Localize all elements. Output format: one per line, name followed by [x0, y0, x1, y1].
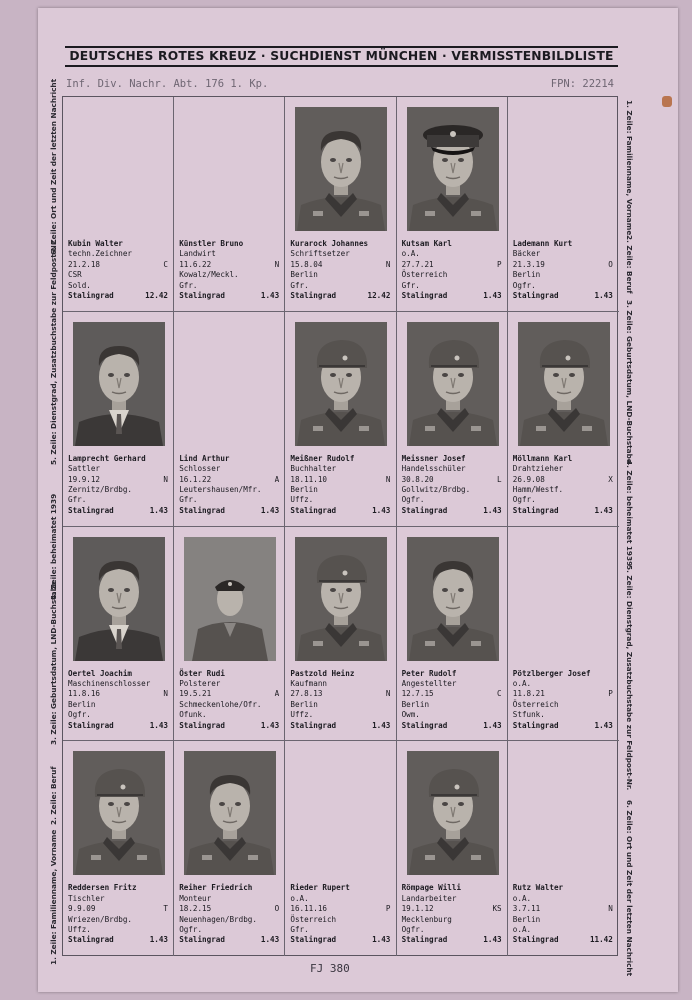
right-legend-line: 6. Zeile: Ort und Zeit der letzten Nachricht [625, 800, 634, 977]
portrait-photo [407, 322, 499, 446]
left-legend-line: 3. Zeile: Geburtsdatum, LND-Buchstabe [49, 581, 58, 745]
person-rank: Gfr. [290, 924, 309, 934]
person-hometown: CSR [68, 270, 82, 280]
last-news-date: 1.43 [594, 505, 613, 515]
portrait-photo [73, 751, 165, 875]
last-news-date: 1.43 [483, 505, 502, 515]
person-occupation: techn.Zeichner [68, 249, 133, 259]
person-birthdate: 19.1.12 [401, 904, 434, 914]
left-legend-line: 4. Zeile: beheimatet 1939 [49, 493, 58, 600]
right-legend-line: 2. Zeile: Beruf [625, 235, 634, 294]
person-occupation: o.A. [401, 249, 420, 259]
person-birthdate: 19.9.12 [68, 474, 101, 484]
person-info [402, 239, 502, 301]
person-rank: Ogfr. [512, 280, 536, 290]
person-occupation: Tischler [68, 893, 105, 903]
person-name: Lind Arthur [179, 453, 230, 463]
last-news-date: 1.43 [149, 505, 168, 515]
person-rank: Sold. [68, 280, 91, 290]
person-rank: Stfunk. [512, 710, 545, 720]
person-name: Pötzlberger Josef [512, 668, 591, 678]
last-news-date: 1.43 [372, 720, 391, 730]
person-hometown: Wriezen/Brdbg. [68, 914, 133, 924]
portrait-photo [518, 322, 610, 446]
person-hometown: Berlin [290, 484, 318, 494]
left-legend-line: 6. Zeile: Ort und Zeit der letzten Nachricht [49, 78, 58, 255]
person-occupation: Handelsschüler [401, 464, 466, 474]
person-birthdate: 11.8.16 [68, 689, 101, 699]
person-card [508, 312, 619, 527]
person-info [68, 669, 168, 731]
person-rank: Gfr. [401, 280, 420, 290]
person-name: Pastzold Heinz [290, 668, 355, 678]
person-info [513, 454, 613, 516]
person-lnd-letter: N [608, 904, 613, 914]
person-occupation: Schlosser [179, 464, 221, 474]
last-news-place: Stalingrad [512, 505, 559, 515]
person-occupation: Angestellter [401, 678, 457, 688]
person-info [513, 669, 613, 731]
person-birthdate: 11.6.22 [179, 259, 212, 269]
person-hometown: Berlin [401, 699, 430, 709]
last-news-place: Stalingrad [512, 290, 559, 300]
portrait-photo [73, 537, 165, 661]
person-birthdate: 19.5.21 [179, 689, 212, 699]
last-news-place: Stalingrad [512, 935, 559, 945]
person-hometown: Berlin [290, 270, 318, 280]
last-news-place: Stalingrad [68, 505, 114, 515]
person-birthdate: 11.8.21 [512, 689, 545, 699]
person-rank: Gfr. [179, 495, 198, 505]
person-birthdate: 15.8.04 [290, 259, 323, 269]
person-name: Reddersen Fritz [68, 883, 137, 893]
person-hometown: Neuenhagen/Brdbg. [179, 914, 257, 924]
person-rank: Ogfr. [401, 924, 425, 934]
portrait-photo [184, 751, 276, 875]
person-name: Reiher Friedrich [179, 883, 253, 893]
person-card [397, 312, 508, 527]
person-occupation: Landarbeiter [401, 893, 457, 903]
last-news-date: 1.43 [260, 720, 280, 730]
last-news-place: Stalingrad [401, 505, 448, 515]
person-info [290, 883, 390, 945]
last-news-date: 11.42 [589, 935, 613, 945]
person-occupation: Sattler [68, 464, 101, 474]
last-news-date: 1.43 [260, 505, 280, 515]
person-hometown: Mecklenburg [401, 914, 452, 924]
person-lnd-letter: A [274, 689, 280, 699]
person-birthdate: 30.8.20 [401, 474, 434, 484]
person-occupation: Bäcker [512, 249, 541, 259]
person-name: Lamprecht Gerhard [68, 453, 146, 463]
person-hometown: Österreich [512, 699, 559, 709]
person-lnd-letter: N [385, 689, 391, 699]
person-lnd-letter: L [497, 474, 502, 484]
left-legend-line: 5. Zeile: Dienstgrad, Zusatzbuchstabe zur Feldpost-Nr. [49, 239, 58, 465]
person-hometown: Zernitz/Brdbg. [68, 484, 133, 494]
last-news-place: Stalingrad [290, 935, 337, 945]
last-news-date: 1.43 [483, 290, 502, 300]
last-news-date: 1.43 [372, 505, 391, 515]
person-rank: Gfr. [179, 280, 198, 290]
person-card [508, 527, 619, 742]
person-hometown: Berlin [512, 914, 541, 924]
person-hometown: Hamm/Westf. [512, 484, 564, 494]
person-card [63, 741, 174, 956]
person-name: Kubin Walter [68, 239, 123, 248]
person-card [285, 527, 396, 742]
last-news-date: 12.42 [367, 290, 391, 300]
portrait-photo [295, 537, 387, 661]
person-birthdate: 9.9.09 [68, 904, 96, 914]
person-occupation: Kaufmann [290, 678, 327, 688]
person-occupation: Polsterer [179, 678, 221, 688]
person-info [179, 883, 279, 945]
person-rank: Ogfr. [179, 924, 203, 934]
person-birthdate: 27.7.21 [401, 259, 434, 269]
rust-stain [662, 96, 672, 107]
person-name: Römpage Willi [401, 883, 462, 893]
last-news-date: 1.43 [149, 935, 168, 945]
person-card [63, 97, 174, 312]
portrait-photo [73, 322, 165, 446]
person-occupation: Maschinenschlosser [68, 678, 151, 688]
person-birthdate: 26.9.08 [512, 474, 545, 484]
person-rank: Ogfr. [401, 495, 425, 505]
person-occupation: o.A. [290, 893, 309, 903]
person-card [397, 97, 508, 312]
last-news-place: Stalingrad [290, 720, 337, 730]
person-name: Kutsam Karl [401, 239, 452, 248]
person-occupation: o.A. [512, 678, 532, 688]
person-info [290, 239, 390, 301]
person-card [285, 97, 396, 312]
last-news-place: Stalingrad [179, 935, 225, 945]
person-info [179, 454, 279, 516]
person-name: Künstler Bruno [179, 239, 244, 248]
person-info [402, 883, 502, 945]
person-info [513, 883, 613, 945]
left-legend-line: 1. Zeile: Familienname, Vorname [49, 829, 58, 965]
person-rank: Uffz. [290, 710, 314, 720]
last-news-date: 1.43 [594, 290, 613, 300]
person-name: Peter Rudolf [401, 668, 457, 678]
last-news-place: Stalingrad [401, 290, 448, 300]
person-info [402, 669, 502, 731]
left-legend-line: 2. Zeile: Beruf [49, 766, 58, 825]
person-card [397, 527, 508, 742]
portrait-photo [184, 537, 276, 661]
person-name: Öster Rudi [179, 668, 225, 678]
person-lnd-letter: P [608, 689, 613, 699]
last-news-place: Stalingrad [179, 720, 225, 730]
person-info [290, 454, 390, 516]
person-lnd-letter: N [274, 259, 280, 269]
last-news-place: Stalingrad [290, 290, 337, 300]
last-news-date: 1.43 [372, 935, 391, 945]
person-info [179, 239, 279, 301]
last-news-date: 1.43 [149, 720, 168, 730]
person-name: Rutz Walter [512, 883, 564, 893]
person-name: Meißner Rudolf [290, 453, 355, 463]
person-lnd-letter: N [163, 474, 168, 484]
person-info [290, 669, 390, 731]
person-card [285, 741, 396, 956]
person-info [68, 883, 168, 945]
last-news-place: Stalingrad [290, 505, 337, 515]
portrait-photo [295, 107, 387, 231]
person-info [68, 454, 168, 516]
person-occupation: Monteur [179, 893, 212, 903]
portrait-photo [407, 107, 499, 231]
person-rank: Uffz. [68, 924, 91, 934]
person-info [513, 239, 613, 301]
person-hometown: Kowalz/Meckl. [179, 270, 239, 280]
person-hometown: Berlin [290, 699, 318, 709]
person-hometown: Leutershausen/Mfr. [179, 484, 262, 494]
person-card [397, 741, 508, 956]
last-news-date: 1.43 [483, 935, 502, 945]
last-news-place: Stalingrad [68, 290, 114, 300]
person-rank: Owm. [401, 710, 420, 720]
person-card [285, 312, 396, 527]
last-news-place: Stalingrad [179, 290, 225, 300]
person-card [174, 312, 285, 527]
person-name: Meissner Josef [401, 453, 466, 463]
person-hometown: Berlin [68, 699, 96, 709]
person-birthdate: 16.1.22 [179, 474, 212, 484]
last-news-date: 1.43 [594, 720, 613, 730]
right-legend-line: 5. Zeile: Dienstgrad, Zusatzbuchstabe zur Feldpost-Nr. [625, 565, 634, 791]
person-lnd-letter: C [163, 259, 168, 269]
person-grid [62, 96, 618, 956]
person-card [63, 312, 174, 527]
person-lnd-letter: P [385, 904, 391, 914]
right-legend-line: 4. Zeile: beheimatet 1939 [625, 460, 634, 567]
person-card [63, 527, 174, 742]
person-lnd-letter: N [385, 259, 391, 269]
right-legend-line: 3. Zeile: Geburtsdatum, LND-Buchstabe [625, 300, 634, 464]
person-birthdate: 16.11.16 [290, 904, 327, 914]
person-lnd-letter: KS [492, 904, 502, 914]
person-name: Kurarock Johannes [290, 239, 369, 248]
last-news-place: Stalingrad [179, 505, 225, 515]
person-birthdate: 12.7.15 [401, 689, 434, 699]
person-lnd-letter: P [497, 259, 502, 269]
person-lnd-letter: T [163, 904, 168, 914]
person-occupation: Drahtzieher [512, 464, 564, 474]
person-birthdate: 18.11.10 [290, 474, 327, 484]
person-birthdate: 18.2.15 [179, 904, 212, 914]
person-card [174, 97, 285, 312]
right-legend-line: 1. Zeile: Familienname, Vorname [625, 100, 634, 236]
portrait-photo [295, 322, 387, 446]
person-name: Möllmann Karl [512, 453, 573, 463]
person-lnd-letter: N [385, 474, 391, 484]
page-footer: FJ 380 [310, 962, 350, 975]
person-rank: Gfr. [68, 495, 87, 505]
header-rule-bottom [65, 65, 618, 67]
person-info [179, 669, 279, 731]
person-name: Oertel Joachim [68, 668, 133, 678]
header-rule-top [65, 46, 618, 48]
person-hometown: Österreich [290, 914, 337, 924]
person-occupation: o.A. [512, 893, 532, 903]
person-occupation: Schriftsetzer [290, 249, 350, 259]
person-lnd-letter: N [163, 689, 168, 699]
person-lnd-letter: X [608, 474, 613, 484]
person-rank: Uffz. [290, 495, 314, 505]
person-rank: Ofunk. [179, 710, 207, 720]
person-occupation: Buchhalter [290, 464, 337, 474]
person-card [174, 527, 285, 742]
person-card [508, 741, 619, 956]
person-hometown: Berlin [512, 270, 541, 280]
person-hometown: Schmeckenlohe/Ofr. [179, 699, 262, 709]
person-birthdate: 27.8.13 [290, 689, 323, 699]
person-birthdate: 21.2.18 [68, 259, 101, 269]
person-birthdate: 21.3.19 [512, 259, 545, 269]
person-rank: o.A. [512, 924, 532, 934]
person-name: Lademann Kurt [512, 239, 573, 248]
last-news-date: 12.42 [145, 290, 168, 300]
last-news-date: 1.43 [260, 935, 280, 945]
person-rank: Ogfr. [512, 495, 536, 505]
field-post-number: FPN: 22214 [550, 78, 614, 90]
person-lnd-letter: A [274, 474, 280, 484]
person-hometown: Österreich [401, 270, 448, 280]
last-news-place: Stalingrad [68, 720, 114, 730]
last-news-date: 1.43 [260, 290, 280, 300]
person-rank: Ogfr. [68, 710, 91, 720]
person-hometown: Gollwitz/Brdbg. [401, 484, 471, 494]
unit-line: Inf. Div. Nachr. Abt. 176 1. Kp. [66, 78, 269, 90]
person-lnd-letter: C [497, 689, 502, 699]
last-news-date: 1.43 [483, 720, 502, 730]
last-news-place: Stalingrad [401, 935, 448, 945]
person-card [174, 741, 285, 956]
last-news-place: Stalingrad [401, 720, 448, 730]
last-news-place: Stalingrad [68, 935, 114, 945]
person-name: Rieder Rupert [290, 883, 350, 893]
person-lnd-letter: O [608, 259, 613, 269]
person-occupation: Landwirt [179, 249, 216, 259]
portrait-photo [407, 537, 499, 661]
last-news-place: Stalingrad [512, 720, 559, 730]
portrait-photo [407, 751, 499, 875]
person-card [508, 97, 619, 312]
document-title: DEUTSCHES ROTES KREUZ · SUCHDIENST MÜNCHEN · VERMISSTENBILDLISTE [69, 49, 614, 63]
person-birthdate: 3.7.11 [512, 904, 541, 914]
person-info [402, 454, 502, 516]
person-lnd-letter: O [274, 904, 280, 914]
person-info [68, 239, 168, 301]
person-rank: Gfr. [290, 280, 309, 290]
